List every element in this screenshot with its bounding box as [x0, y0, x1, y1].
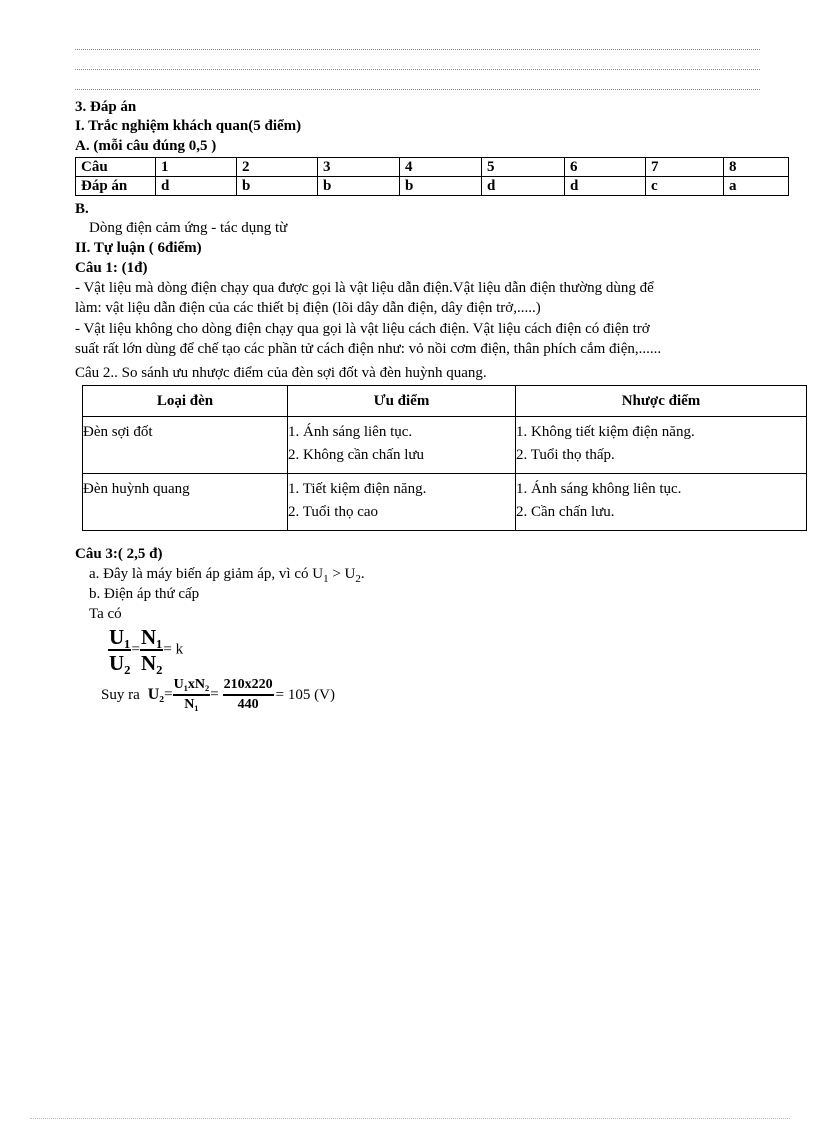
formula-u1: U₁: [109, 625, 131, 649]
answer-num-6: 6: [565, 158, 646, 177]
pros-item: 2. Không cần chấn lưu: [288, 447, 425, 463]
formula2-result: = 105 (V): [275, 686, 335, 703]
q3b-text: b. Điện áp thứ cấp: [89, 586, 200, 602]
formula2-lhs: U₂: [147, 686, 165, 703]
formula-k: = k: [163, 641, 184, 658]
dotted-line-2: [75, 69, 760, 70]
formula-result: [101, 676, 335, 714]
formula-frac-u: [108, 625, 131, 675]
answer-num-4: 4: [400, 158, 482, 177]
q1-line-2: làm: vật liệu dẫn điện của các thiết bị điện (lõi dây dẫn điện, dây điện trở,.....): [75, 300, 541, 316]
compare-header-row: [83, 386, 807, 417]
cons-cell: [516, 417, 807, 474]
cons-item: 2. Cần chấn lưu.: [516, 504, 615, 520]
answer-num-5: 5: [482, 158, 565, 177]
answer-num-3: 3: [318, 158, 400, 177]
q3a-text: a. Đây là máy biến áp giảm áp, vì có U: [89, 566, 324, 582]
formula2-frac2: [223, 676, 274, 714]
pros-item: 2. Tuổi thọ cao: [288, 504, 379, 520]
part2-title: II. Tự luận ( 6điểm): [75, 240, 202, 256]
q2-title: Câu 2.. So sánh ưu nhược điểm của đèn sợi đốt và đèn huỳnh quang.: [75, 365, 487, 381]
formula-u2: U₂: [109, 651, 131, 675]
answer-value-5: d: [482, 177, 565, 196]
answer-table-row-numbers: [76, 158, 789, 177]
q3-title: Câu 3:( 2,5 đ): [75, 546, 163, 562]
q1-title: Câu 1: (1đ): [75, 260, 148, 276]
answer-num-2: 2: [237, 158, 318, 177]
answer-value-1: d: [156, 177, 237, 196]
q3a-end: .: [360, 566, 365, 582]
lamp-name: Đèn huỳnh quang: [83, 474, 288, 531]
formula2-den2: 440: [237, 697, 259, 712]
q3a-sub2: 2: [355, 573, 361, 585]
answer-value-7: c: [646, 177, 724, 196]
q1-line-4: suất rất lớn dùng để chế tạo các phần tử cách điện như: vỏ nồi cơm điện, thân phích cắm điện,......: [75, 341, 662, 357]
answer-num-7: 7: [646, 158, 724, 177]
section-answer: 3. Đáp án: [75, 99, 137, 115]
dotted-line-1: [75, 49, 760, 50]
q3-ta-co: Ta có: [89, 606, 122, 622]
lamp-name: Đèn sợi đốt: [83, 417, 288, 474]
answer-value-8: a: [724, 177, 789, 196]
pros-cell: [288, 417, 516, 474]
formula2-den: N₁: [184, 697, 199, 712]
answer-table: [75, 157, 789, 196]
dotted-line-3: [75, 89, 760, 90]
cons-item: 1. Không tiết kiệm điện năng.: [516, 424, 695, 440]
partB-title: B.: [75, 201, 89, 217]
answer-value-4: b: [400, 177, 482, 196]
pros-item: 1. Tiết kiệm điện năng.: [288, 481, 427, 497]
compare-row: [83, 474, 807, 531]
answer-header-label: Câu: [76, 158, 156, 177]
formula2-eq2: =: [210, 686, 219, 703]
answer-value-3: b: [318, 177, 400, 196]
compare-table: [82, 385, 807, 531]
formula2-num: U₁xN₂: [173, 676, 211, 696]
cons-cell: [516, 474, 807, 531]
answer-num-8: 8: [724, 158, 789, 177]
formula-n1: N₁: [140, 625, 163, 649]
pros-cell: [288, 474, 516, 531]
compare-row: [83, 417, 807, 474]
formula-frac-n: [140, 625, 163, 675]
suy-ra: Suy ra: [101, 686, 140, 703]
answer-num-1: 1: [156, 158, 237, 177]
pros-item: 1. Ánh sáng liên tục.: [288, 424, 413, 440]
formula-eq: =: [131, 641, 140, 658]
part1-title: I. Trắc nghiệm khách quan(5 điểm): [75, 118, 302, 134]
compare-header-pros: Ưu điểm: [288, 386, 516, 417]
q3a-sub1: 1: [323, 573, 329, 585]
q3a-mid: > U: [328, 566, 356, 582]
partA-title: A. (mỗi câu đúng 0,5 ): [75, 138, 217, 154]
formula-ratio: [108, 625, 183, 675]
answer-row-label: Đáp án: [76, 177, 156, 196]
answer-value-6: d: [565, 177, 646, 196]
formula-n2: N₂: [140, 651, 163, 675]
compare-header-cons: Nhược điểm: [516, 386, 807, 417]
formula2-num2: 210x220: [223, 676, 274, 696]
answer-table-row-answers: [76, 177, 789, 196]
cons-item: 2. Tuổi thọ thấp.: [516, 447, 615, 463]
formula2-frac1: [173, 676, 211, 714]
answer-value-2: b: [237, 177, 318, 196]
cons-item: 1. Ánh sáng không liên tục.: [516, 481, 682, 497]
q1-line-1: - Vật liệu mà dòng điện chạy qua được gọi là vật liệu dẫn điện.Vật liệu dẫn điện thường dùng để: [75, 280, 654, 296]
page-bottom-dotted: [30, 1118, 790, 1119]
q1-line-3: - Vật liệu không cho dòng điện chạy qua gọi là vật liệu cách điện. Vật liệu cách điện có điện trở: [75, 321, 650, 337]
compare-header-lamp: Loại đèn: [83, 386, 288, 417]
partB-text: Dòng điện cảm ứng - tác dụng từ: [89, 220, 288, 236]
formula2-eq1: =: [164, 686, 173, 703]
